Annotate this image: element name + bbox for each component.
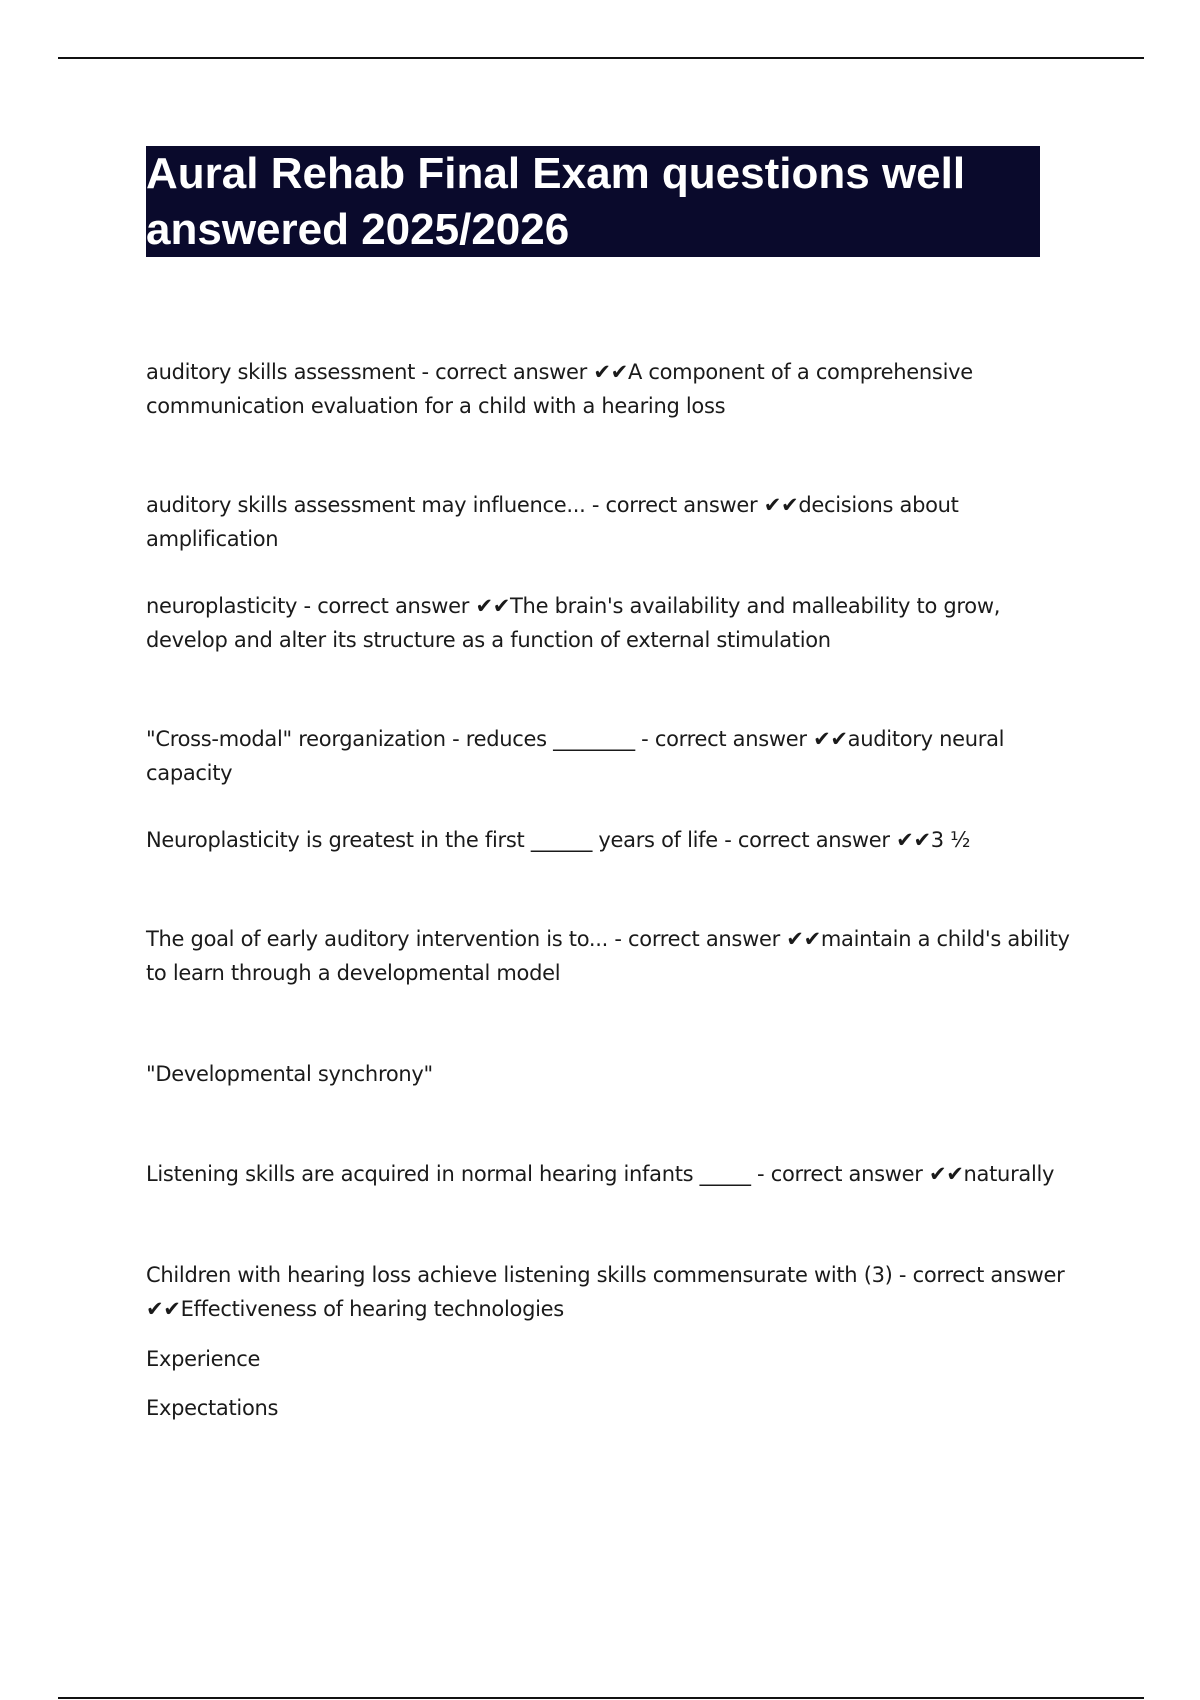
question-text: Neuroplasticity is greatest in the first ______ years of life xyxy=(146,828,718,852)
answer-label: correct answer xyxy=(435,360,587,384)
checkmark-icon: ✔✔ xyxy=(763,493,799,517)
question-text: The goal of early auditory intervention is to... xyxy=(146,927,609,951)
bottom-rule xyxy=(58,1697,1144,1699)
answer-text: A component of a comprehensive communication evaluation for a child with a hearing loss xyxy=(146,360,973,418)
qa-item: auditory skills assessment may influence... - correct answer ✔✔decisions about amplification xyxy=(146,493,959,551)
answer-text: The brain's availability and malleability to grow, develop and alter its structure as a function of external stimulation xyxy=(146,594,1001,652)
question-text: Listening skills are acquired in normal hearing infants _____ xyxy=(146,1162,751,1186)
answer-text: maintain a child's ability to learn through a developmental model xyxy=(146,927,1070,985)
answer-label: correct answer xyxy=(737,828,890,852)
answer-text: decisions about amplification xyxy=(146,493,959,551)
checkmark-icon: ✔✔ xyxy=(593,360,628,384)
question-text: "Cross-modal" reorganization - reduces ________ xyxy=(146,727,635,751)
title-banner xyxy=(146,146,1040,257)
question-text: Children with hearing loss achieve listening skills commensurate with (3) xyxy=(146,1263,893,1287)
answer-label: correct answer xyxy=(605,493,758,517)
list-item: Experience xyxy=(146,1347,261,1371)
checkmark-icon: ✔✔ xyxy=(475,594,511,618)
qa-item: "Cross-modal" reorganization - reduces ________ - correct answer ✔✔auditory neural capacity xyxy=(146,727,1005,785)
question-text: neuroplasticity xyxy=(146,594,298,618)
qa-item: auditory skills assessment - correct answer ✔✔A component of a comprehensive communication evaluation for a child with a hearing loss xyxy=(146,360,973,418)
answer-label: correct answer xyxy=(317,594,470,618)
answer-text: 3 ½ xyxy=(930,828,971,852)
checkmark-icon: ✔✔ xyxy=(813,727,848,751)
question-text: auditory skills assessment may influence... xyxy=(146,493,586,517)
answer-label: correct answer xyxy=(628,927,780,951)
qa-item: neuroplasticity - correct answer ✔✔The brain's availability and malleability to grow, develop and alter its structure as a function of external stimulation xyxy=(146,594,1001,652)
question-text: auditory skills assessment xyxy=(146,360,416,384)
answer-label: correct answer xyxy=(770,1162,923,1186)
list-item: Expectations xyxy=(146,1396,279,1420)
answer-text: naturally xyxy=(963,1162,1055,1186)
checkmark-icon: ✔✔ xyxy=(146,1297,181,1321)
answer-text: auditory neural capacity xyxy=(146,727,1005,785)
document-title: Aural Rehab Final Exam questions well answered 2025/2026 xyxy=(146,149,966,254)
qa-item: Listening skills are acquired in normal hearing infants _____ - correct answer ✔✔naturally xyxy=(146,1162,1055,1186)
answer-text: Effectiveness of hearing technologies xyxy=(180,1297,564,1321)
checkmark-icon: ✔✔ xyxy=(786,927,821,951)
answer-label: correct answer xyxy=(654,727,807,751)
qa-item: Children with hearing loss achieve listening skills commensurate with (3) - correct answer ✔✔Effectiveness of hearing technologies xyxy=(146,1263,1065,1321)
top-rule xyxy=(58,57,1144,59)
answer-label: correct answer xyxy=(912,1263,1065,1287)
checkmark-icon: ✔✔ xyxy=(896,828,931,852)
standalone-line: "Developmental synchrony" xyxy=(146,1062,433,1086)
qa-item: The goal of early auditory intervention is to... - correct answer ✔✔maintain a child's ability to learn through a developmental model xyxy=(146,927,1070,985)
qa-item: Neuroplasticity is greatest in the first ______ years of life - correct answer ✔✔3 ½ xyxy=(146,828,971,852)
checkmark-icon: ✔✔ xyxy=(928,1162,964,1186)
